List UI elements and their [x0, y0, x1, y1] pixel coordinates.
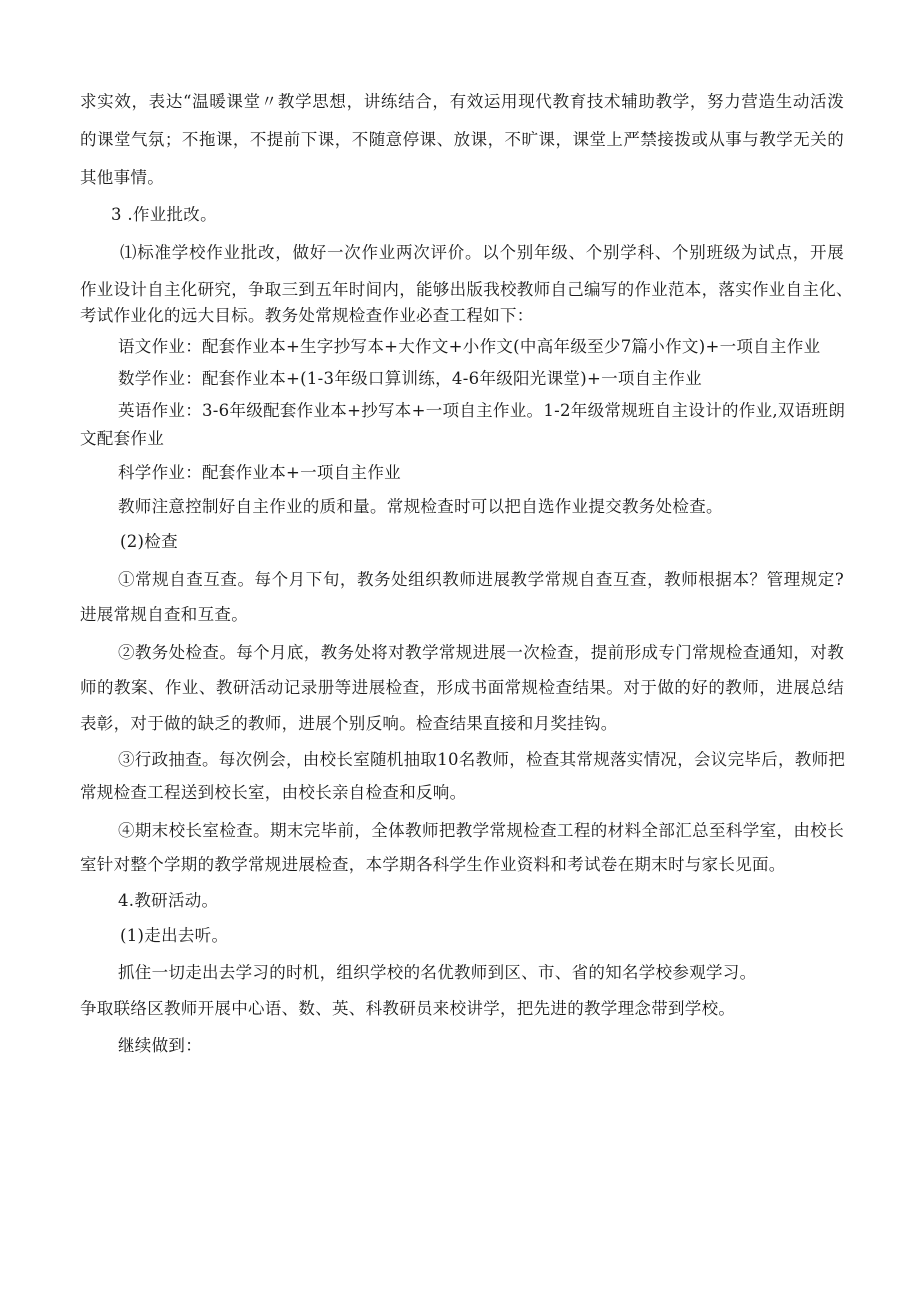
check-2-line-1: ②教务处检查。每个月底，教务处将对教学常规进展一次检查，提前形成专门常规检查通知，对教 [118, 643, 844, 662]
homework-note: 教师注意控制好自主作业的质和量。常规检查时可以把自选作业提交教务处检查。 [118, 497, 723, 516]
chinese-homework: 语文作业：配套作业本+生字抄写本+大作文+小作文(中高年级至少7篇小作文)+一项自主作业 [118, 337, 821, 356]
check-1-line-2: 进展常规自查和互查。 [80, 605, 248, 624]
intro-line-2: 的课堂气氛；不拖课，不提前下课，不随意停课、放课，不旷课，课堂上严禁接拨或从事与教学无关的 [80, 130, 844, 149]
english-homework-line-1: 英语作业：3-6年级配套作业本+抄写本+一项自主作业。1-2年级常规班自主设计的作业,双语班朗 [118, 401, 846, 420]
check-4-line-2: 室针对整个学期的教学常规进展检查，本学期各科学生作业资料和考试卷在期末时与家长见面。 [80, 855, 786, 874]
english-homework-line-2: 文配套作业 [80, 429, 164, 448]
check-2-line-3: 表彰，对于做的缺乏的教师，进展个别反响。检查结果直接和月奖挂钩。 [80, 714, 618, 733]
section-3-para-1-line-3: 考试作业化的远大目标。教务处常规检查作业必查工程如下： [80, 306, 534, 325]
check-heading: (2)检查 [120, 532, 178, 551]
check-2-line-2: 师的教案、作业、教研活动记录册等进展检查，形成书面常规检查结果。对于做的好的教师，进展总结 [80, 678, 844, 697]
check-4-line-1: ④期末校长室检查。期末完毕前，全体教师把教学常规检查工程的材料全部汇总至科学室，由校长 [118, 821, 844, 840]
intro-line-1: 求实效，表达“温暖课堂〃教学思想，讲练结合，有效运用现代教育技术辅助教学，努力营造生动活泼 [80, 92, 844, 111]
science-homework: 科学作业：配套作业本+一项自主作业 [118, 463, 401, 482]
check-3-line-2: 常规检查工程送到校长室，由校长亲自检查和反响。 [80, 783, 467, 802]
section-4-sub-1: (1)走出去听。 [120, 926, 229, 945]
intro-line-3: 其他事情。 [80, 168, 164, 187]
section-4-para-2: 争取联络区教师开展中心语、数、英、科教研员来校讲学，把先进的教学理念带到学校。 [80, 999, 736, 1018]
math-homework: 数学作业：配套作业本+(1-3年级口算训练，4-6年级阳光课堂)+一项自主作业 [118, 369, 702, 388]
section-4-para-1: 抓住一切走出去学习的时机，组织学校的名优教师到区、市、省的知名学校参观学习。 [118, 963, 757, 982]
check-1-line-1: ①常规自查互查。每个月下旬，教务处组织教师进展教学常规自查互查，教师根据本？管理规定? [118, 570, 844, 589]
check-3-line-1: ③行政抽查。每次例会，由校长室随机抽取10名教师，检查其常规落实情况，会议完毕后，教师把 [118, 750, 846, 769]
section-4-para-3: 继续做到： [118, 1036, 202, 1055]
section-3-heading: 3 .作业批改。 [111, 205, 217, 224]
section-3-para-1-line-1: ⑴标准学校作业批改，做好一次作业两次评价。以个别年级、个别学科、个别班级为试点，开展 [120, 243, 844, 262]
section-3-para-1-line-2: 作业设计自主化研究，争取三到五年时间内，能够出版我校教师自己编写的作业范本，落实作业自主化、 [80, 280, 853, 299]
section-4-heading: 4.教研活动。 [118, 891, 219, 910]
